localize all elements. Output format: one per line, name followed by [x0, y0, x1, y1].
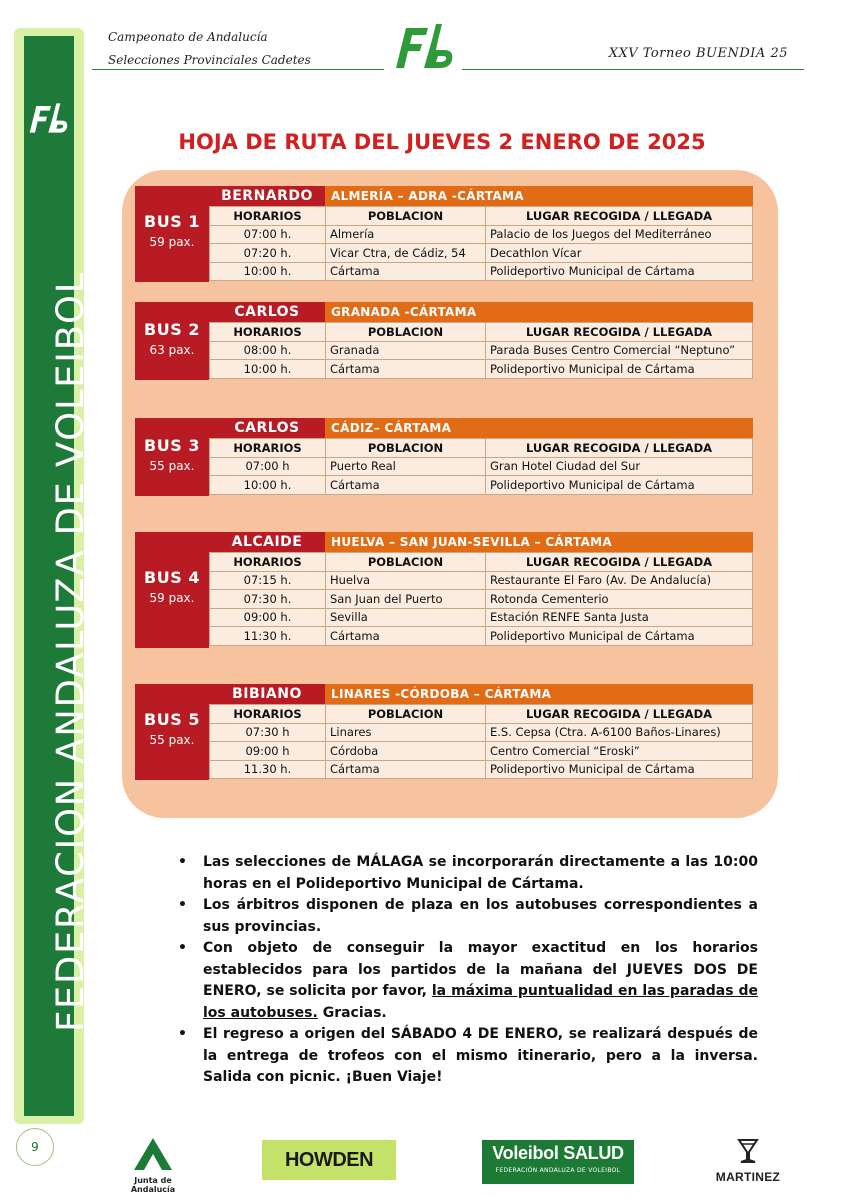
cell-town: San Juan del Puerto	[326, 590, 486, 609]
cell-town: Cártama	[326, 760, 486, 779]
note-punctuality-emphasis: la máxima puntualidad en las paradas de los autobuses.	[203, 983, 759, 1021]
col-poblacion: POBLACION	[326, 207, 486, 226]
sidebar-fab-logo	[27, 96, 71, 140]
cell-place: Restaurante El Faro (Av. De Andalucía)	[486, 571, 753, 590]
bus-block-2	[135, 302, 753, 380]
cell-place: Polideportivo Municipal de Cártama	[486, 627, 753, 646]
cell-time: 07:30 h.	[210, 590, 326, 609]
table-row	[210, 457, 753, 476]
cell-town: Granada	[326, 341, 486, 360]
note-punctuality-text: Con objeto de conseguir la mayor exactitud en los horarios establecidos para los partidos de la mañana del JUEVES DOS DE ENERO, se solicita por favor,	[203, 940, 758, 999]
cell-time: 10:00 h.	[210, 476, 326, 495]
bus-label-box	[135, 418, 209, 496]
martinez-cup-icon	[733, 1136, 763, 1166]
note-return: • El regreso a origen del SÁBADO 4 DE ENERO, se realizará después de la entrega de trofeos con el mismo itinerario, pero a la inversa. Salida con picnic. ¡Buen Viaje!	[178, 1024, 758, 1089]
col-poblacion: POBLACION	[326, 705, 486, 724]
table-row	[210, 742, 753, 761]
martinez-label: MARTINEZ	[715, 1170, 781, 1184]
cell-time: 11.30 h.	[210, 760, 326, 779]
table-row	[210, 760, 753, 779]
bus-route: LINARES -CÓRDOBA – CÁRTAMA	[325, 684, 753, 704]
bus-schedule-table	[209, 438, 753, 495]
bus-schedule-table	[209, 206, 753, 281]
bus-driver: CARLOS	[209, 418, 325, 438]
bus-name: BUS 5	[144, 710, 200, 729]
table-row	[210, 723, 753, 742]
col-lugar: LUGAR RECOGIDA / LLEGADA	[486, 207, 753, 226]
cell-place: Gran Hotel Ciudad del Sur	[486, 457, 753, 476]
cell-place: Centro Comercial “Eroski”	[486, 742, 753, 761]
cell-time: 10:00 h.	[210, 360, 326, 379]
cell-time: 09:00 h	[210, 742, 326, 761]
cell-time: 11:30 h.	[210, 627, 326, 646]
cell-town: Linares	[326, 723, 486, 742]
sidebar-federation-name: FEDERACION ANDALUZA DE VOLEIBOL	[49, 271, 92, 1032]
cell-place: Polideportivo Municipal de Cártama	[486, 262, 753, 281]
header-championship: Campeonato de Andalucía	[108, 30, 268, 44]
cell-town: Sevilla	[326, 608, 486, 627]
header-tournament: XXV Torneo BUENDIA 25	[608, 46, 788, 61]
cell-place: E.S. Cepsa (Ctra. A-6100 Baños-Linares)	[486, 723, 753, 742]
cell-town: Córdoba	[326, 742, 486, 761]
howden-label: HOWDEN	[284, 1148, 374, 1171]
cell-town: Puerto Real	[326, 457, 486, 476]
cell-time: 07:30 h	[210, 723, 326, 742]
bus-pax: 63 pax.	[149, 343, 195, 357]
col-poblacion: POBLACION	[326, 553, 486, 572]
bus-route: ALMERÍA – ADRA -CÁRTAMA	[325, 186, 753, 206]
bus-schedule-table	[209, 552, 753, 646]
cell-town: Cártama	[326, 262, 486, 281]
note-punctuality	[178, 938, 758, 1024]
table-header-row	[210, 207, 753, 226]
junta-andalucia-logo	[112, 1136, 194, 1194]
cell-time: 07:00 h.	[210, 225, 326, 244]
voleibol-salud-label: Voleibol SALUD	[492, 1143, 624, 1163]
bus-block-3	[135, 418, 753, 496]
bus-header-row	[209, 532, 753, 552]
col-horarios: HORARIOS	[210, 553, 326, 572]
cell-place: Parada Buses Centro Comercial “Neptuno”	[486, 341, 753, 360]
table-row	[210, 262, 753, 281]
table-header-row	[210, 323, 753, 342]
cell-time: 10:00 h.	[210, 262, 326, 281]
bus-header-row	[209, 418, 753, 438]
col-poblacion: POBLACION	[326, 323, 486, 342]
bus-route: HUELVA – SAN JUAN-SEVILLA – CÁRTAMA	[325, 532, 753, 552]
cell-time: 07:20 h.	[210, 244, 326, 263]
page-title: HOJA DE RUTA DEL JUEVES 2 ENERO DE 2025	[178, 130, 706, 154]
bus-route: CÁDIZ– CÁRTAMA	[325, 418, 753, 438]
bus-pax: 55 pax.	[149, 459, 195, 473]
table-row	[210, 571, 753, 590]
bus-pax: 59 pax.	[149, 591, 195, 605]
table-row	[210, 341, 753, 360]
bus-label-box	[135, 186, 209, 282]
martinez-logo	[708, 1136, 788, 1186]
bus-header-row	[209, 302, 753, 322]
col-horarios: HORARIOS	[210, 323, 326, 342]
col-lugar: LUGAR RECOGIDA / LLEGADA	[486, 553, 753, 572]
voleibol-salud-sub: FEDERACIÓN ANDALUZA DE VOLEIBOL	[495, 1167, 621, 1174]
note-punctuality-thanks: Gracias.	[317, 1004, 387, 1021]
col-lugar: LUGAR RECOGIDA / LLEGADA	[486, 705, 753, 724]
bus-name: BUS 2	[144, 320, 200, 339]
bus-pax: 59 pax.	[149, 235, 195, 249]
col-lugar: LUGAR RECOGIDA / LLEGADA	[486, 323, 753, 342]
header-category: Selecciones Provinciales Cadetes	[108, 53, 311, 67]
table-header-row	[210, 705, 753, 724]
bus-driver: BERNARDO	[209, 186, 325, 206]
col-lugar: LUGAR RECOGIDA / LLEGADA	[486, 439, 753, 458]
junta-emblem-icon	[130, 1136, 176, 1172]
bus-label-box	[135, 684, 209, 780]
table-row	[210, 590, 753, 609]
bus-name: BUS 3	[144, 436, 200, 455]
cell-place: Decathlon Vícar	[486, 244, 753, 263]
table-row	[210, 608, 753, 627]
bus-driver: CARLOS	[209, 302, 325, 322]
cell-town: Cártama	[326, 627, 486, 646]
notes-list	[178, 852, 758, 1089]
howden-logo	[262, 1140, 396, 1180]
cell-time: 07:15 h.	[210, 571, 326, 590]
cell-time: 08:00 h.	[210, 341, 326, 360]
cell-town: Almería	[326, 225, 486, 244]
cell-time: 07:00 h	[210, 457, 326, 476]
note-referees: • Los árbitros disponen de plaza en los autobuses correspondientes a sus provincias.	[178, 895, 758, 938]
bus-schedule-table	[209, 704, 753, 779]
bus-block-1	[135, 186, 753, 282]
bus-header-row	[209, 186, 753, 206]
bus-block-4	[135, 532, 753, 648]
voleibol-salud-logo	[482, 1140, 634, 1184]
note-malaga: • Las selecciones de MÁLAGA se incorporarán directamente a las 10:00 horas en el Polideportivo Municipal de Cártama.	[178, 852, 758, 895]
bus-block-5	[135, 684, 753, 780]
header-divider-right	[462, 69, 804, 70]
page-number: 9	[16, 1128, 54, 1166]
table-header-row	[210, 553, 753, 572]
bus-label-box	[135, 532, 209, 648]
cell-town: Cártama	[326, 476, 486, 495]
cell-place: Polideportivo Municipal de Cártama	[486, 760, 753, 779]
junta-label: Junta de Andalucía	[130, 1176, 176, 1194]
col-poblacion: POBLACION	[326, 439, 486, 458]
bus-name: BUS 1	[144, 212, 200, 231]
header-divider-left	[92, 69, 384, 70]
table-row	[210, 244, 753, 263]
bus-header-row	[209, 684, 753, 704]
col-horarios: HORARIOS	[210, 705, 326, 724]
cell-town: Huelva	[326, 571, 486, 590]
bus-name: BUS 4	[144, 568, 200, 587]
table-header-row	[210, 439, 753, 458]
col-horarios: HORARIOS	[210, 439, 326, 458]
table-row	[210, 476, 753, 495]
fab-logo	[392, 20, 458, 72]
header-left	[108, 26, 311, 72]
bus-driver: ALCAIDE	[209, 532, 325, 552]
bus-driver: BIBIANO	[209, 684, 325, 704]
cell-place: Estación RENFE Santa Justa	[486, 608, 753, 627]
table-row	[210, 627, 753, 646]
cell-place: Polideportivo Municipal de Cártama	[486, 360, 753, 379]
table-row	[210, 225, 753, 244]
cell-time: 09:00 h.	[210, 608, 326, 627]
cell-place: Rotonda Cementerio	[486, 590, 753, 609]
cell-town: Cártama	[326, 360, 486, 379]
cell-place: Polideportivo Municipal de Cártama	[486, 476, 753, 495]
bus-pax: 55 pax.	[149, 733, 195, 747]
cell-place: Palacio de los Juegos del Mediterráneo	[486, 225, 753, 244]
bus-route: GRANADA -CÁRTAMA	[325, 302, 753, 322]
bus-schedule-table	[209, 322, 753, 379]
cell-town: Vicar Ctra, de Cádiz, 54	[326, 244, 486, 263]
col-horarios: HORARIOS	[210, 207, 326, 226]
bus-label-box	[135, 302, 209, 380]
table-row	[210, 360, 753, 379]
